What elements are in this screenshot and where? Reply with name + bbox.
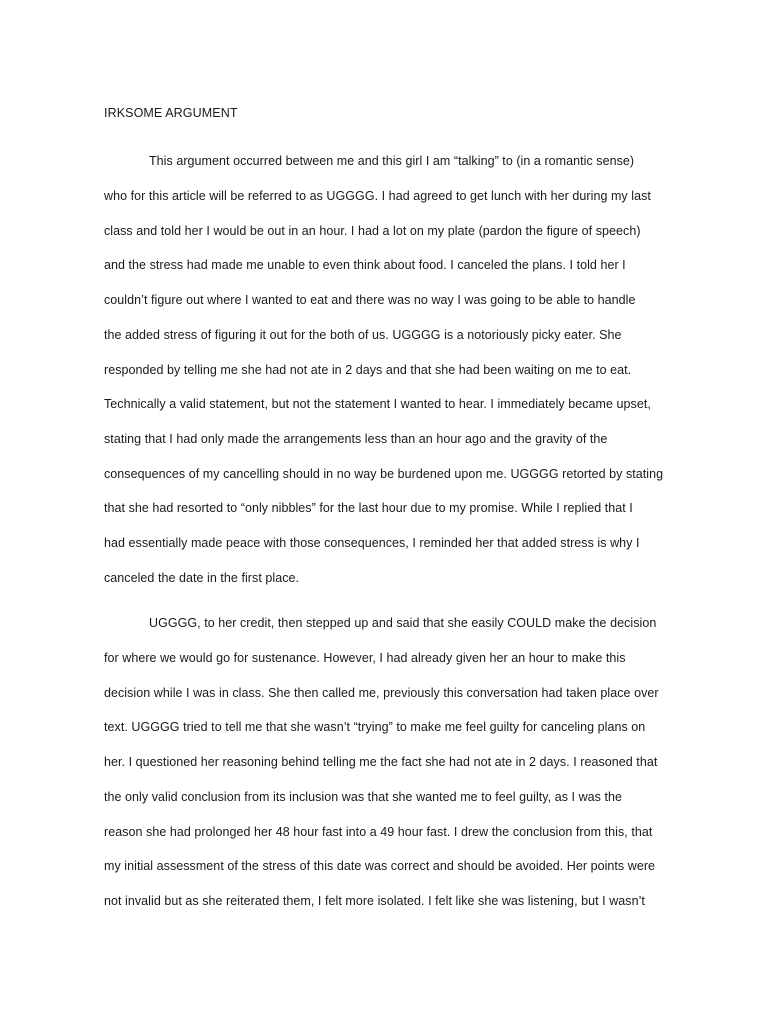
- text-line: couldn’t figure out where I wanted to eat and there was no way I was going to be able to handle: [104, 293, 636, 307]
- text-line: the only valid conclusion from its inclusion was that she wanted me to feel guilty, as I was the: [104, 790, 623, 804]
- text-line: consequences of my cancelling should in no way be burdened upon me. UGGGG retorted by stating: [104, 467, 664, 481]
- text-line: had essentially made peace with those consequences, I reminded her that added stress is why I: [104, 536, 640, 550]
- text-line: responded by telling me she had not ate in 2 days and that she had been waiting on me to eat.: [104, 363, 632, 377]
- text-line: not invalid but as she reiterated them, I felt more isolated. I felt like she was listening, but I wasn’t: [104, 894, 645, 908]
- text-line: who for this article will be referred to as UGGGG. I had agreed to get lunch with her during my last: [104, 189, 651, 203]
- text-line: for where we would go for sustenance. However, I had already given her an hour to make this: [104, 651, 626, 665]
- text-line: text. UGGGG tried to tell me that she wasn’t “trying” to make me feel guilty for canceling plans on: [104, 720, 646, 734]
- text-line: reason she had prolonged her 48 hour fast into a 49 hour fast. I drew the conclusion from this, that: [104, 825, 653, 839]
- text-line: decision while I was in class. She then called me, previously this conversation had taken place over: [104, 686, 659, 700]
- text-line: canceled the date in the first place.: [104, 571, 300, 585]
- document-title: IRKSOME ARGUMENT: [104, 106, 238, 120]
- text-line: UGGGG, to her credit, then stepped up and said that she easily COULD make the decision: [149, 616, 657, 630]
- text-line: and the stress had made me unable to even think about food. I canceled the plans. I told her I: [104, 258, 626, 272]
- text-line: that she had resorted to “only nibbles” for the last hour due to my promise. While I replied that I: [104, 501, 633, 515]
- text-line: her. I questioned her reasoning behind telling me the fact she had not ate in 2 days. I reasoned that: [104, 755, 658, 769]
- text-line: This argument occurred between me and this girl I am “talking” to (in a romantic sense): [149, 154, 635, 168]
- text-line: stating that I had only made the arrangements less than an hour ago and the gravity of the: [104, 432, 608, 446]
- text-line: my initial assessment of the stress of this date was correct and should be avoided. Her points were: [104, 859, 656, 873]
- text-line: the added stress of figuring it out for the both of us. UGGGG is a notoriously picky eater. She: [104, 328, 622, 342]
- text-line: class and told her I would be out in an hour. I had a lot on my plate (pardon the figure of speech): [104, 224, 641, 238]
- text-line: Technically a valid statement, but not the statement I wanted to hear. I immediately became upset,: [104, 397, 651, 411]
